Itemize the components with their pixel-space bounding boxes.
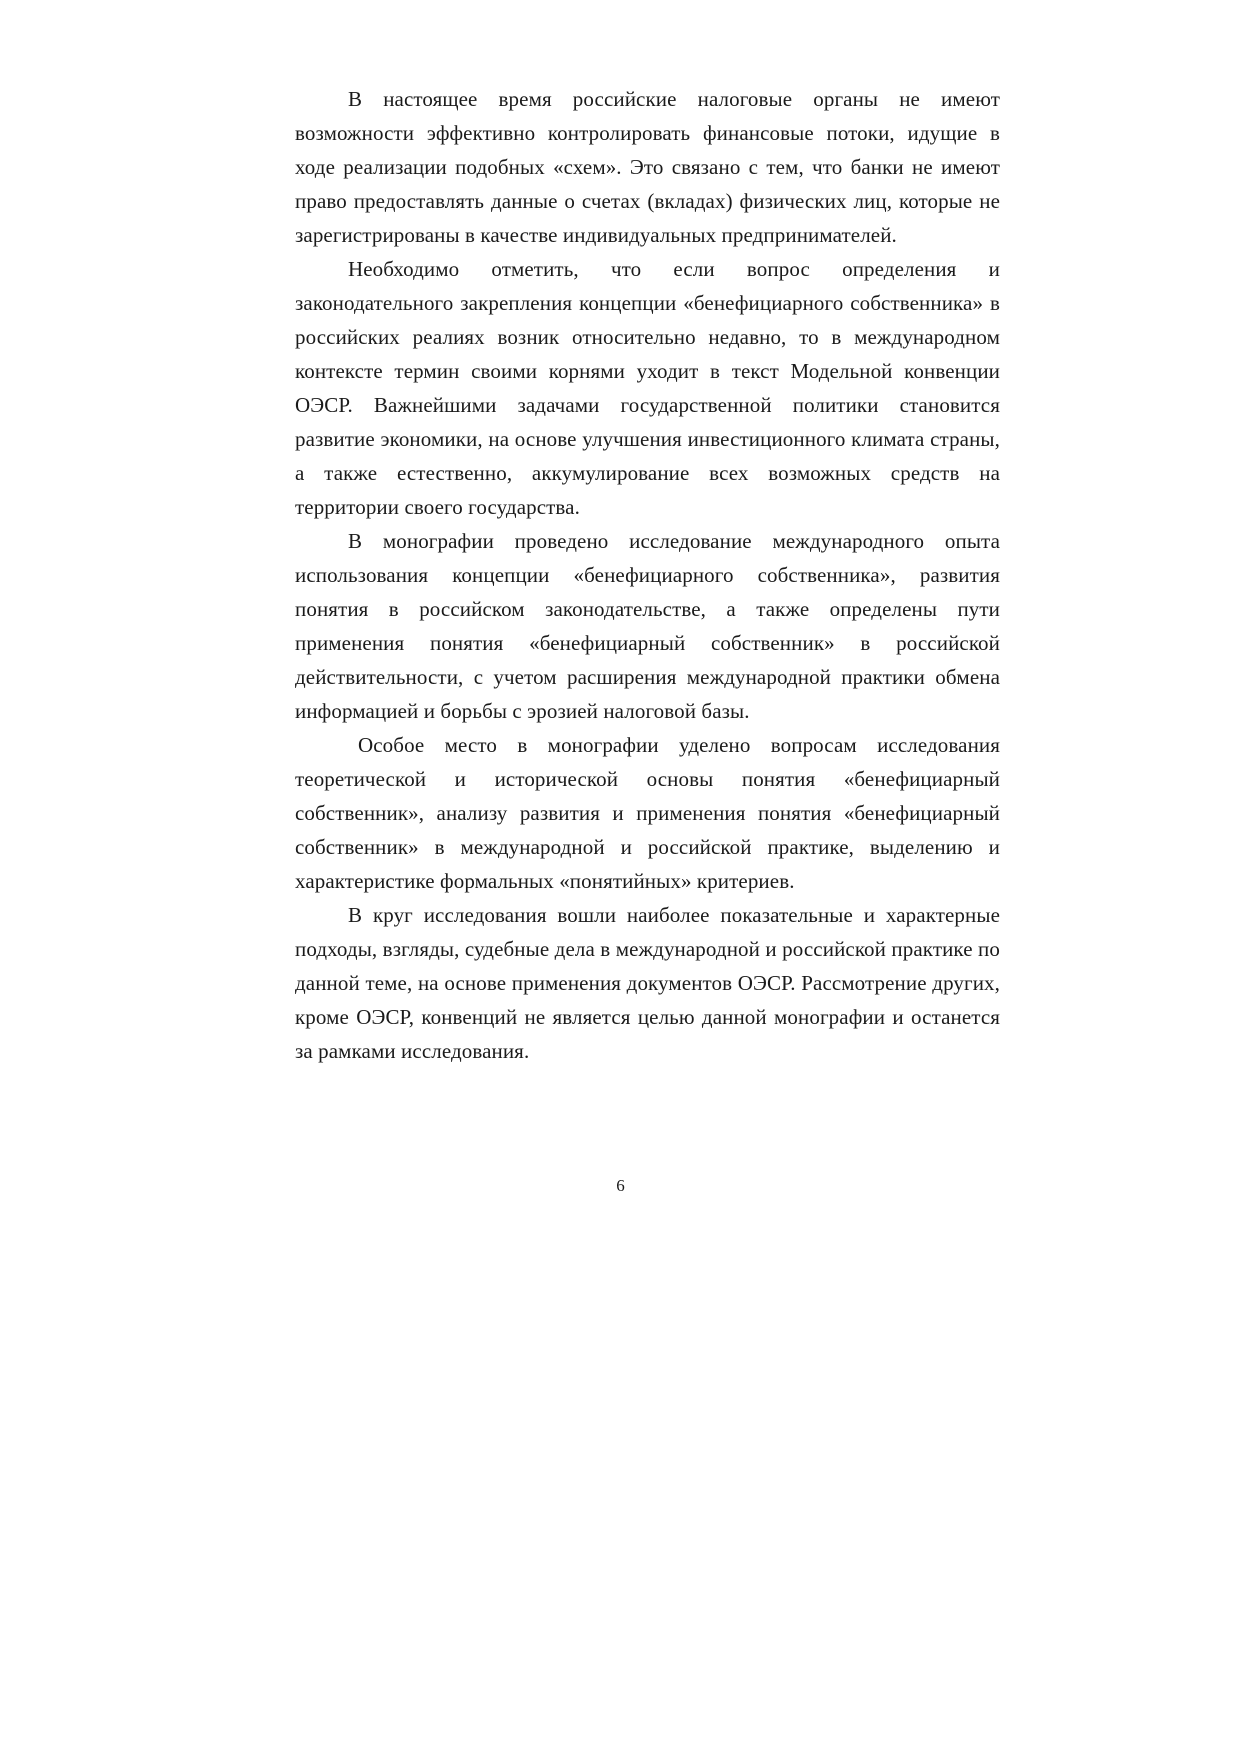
paragraph-4: Особое место в монографии уделено вопросам исследования теоретической и исторической основы понятия «бенефициарный собственник», анализу развития и применения понятия «бенефициарный собственник» в международной и российской практике, выделению и характеристике формальных «понятийных» критериев.	[295, 733, 1000, 893]
body-text	[295, 82, 1000, 1068]
paragraph-2: Необходимо отметить, что если вопрос определения и законодательного закрепления концепции «бенефициарного собственника» в российских реалиях возник относительно недавно, то в международном контексте термин своими корнями уходит в текст Модельной конвенции ОЭСР. Важнейшими задачами государственной политики становится развитие экономики, на основе улучшения инвестиционного климата страны, а также естественно, аккумулирование всех возможных средств на территории своего государства.	[295, 257, 1000, 519]
paragraph-5: В круг исследования вошли наиболее показательные и характерные подходы, взгляды, судебные дела в международной и российской практике по данной теме, на основе применения документов ОЭСР. Рассмотрение других, кроме ОЭСР, конвенций не является целью данной монографии и останется за рамками исследования.	[295, 903, 1000, 1063]
page-number: 6	[616, 1176, 625, 1195]
paragraph-3: В монографии проведено исследование международного опыта использования концепции «бенефициарного собственника», развития понятия в российском законодательстве, а также определены пути применения понятия «бенефициарный собственник» в российской действительности, с учетом расширения международной практики обмена информацией и борьбы с эрозией налоговой базы.	[295, 529, 1000, 723]
paragraph-1: В настоящее время российские налоговые органы не имеют возможности эффективно контролировать финансовые потоки, идущие в ходе реализации подобных «схем». Это связано с тем, что банки не имеют право предоставлять данные о счетах (вкладах) физических лиц, которые не зарегистрированы в качестве индивидуальных предпринимателей.	[295, 87, 1000, 247]
